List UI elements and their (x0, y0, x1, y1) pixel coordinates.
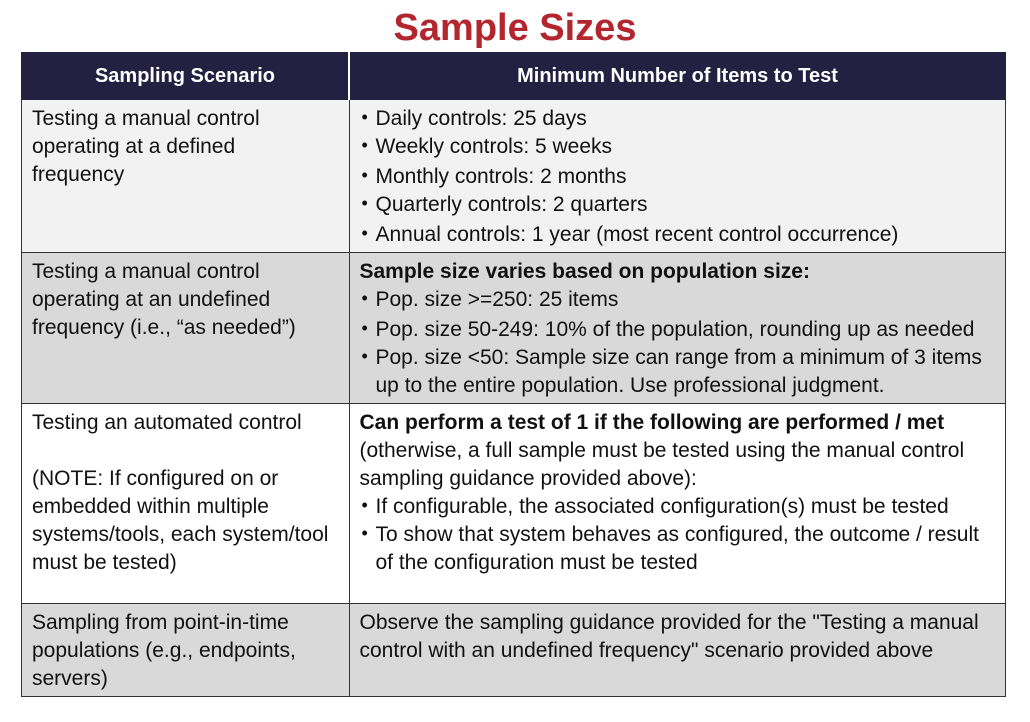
list-item: • Pop. size >=250: 25 items (360, 286, 996, 314)
scenario-note: (NOTE: If configured on or embedded within multiple systems/tools, each system/tool must be tested) (32, 467, 329, 574)
page-title: Sample Sizes (393, 7, 637, 49)
table-header-row (22, 53, 1006, 100)
minimum-cell (349, 100, 1006, 253)
table-row (22, 100, 1006, 253)
scenario-cell (22, 604, 350, 697)
scenario-cell (22, 404, 350, 604)
scenario-cell (22, 100, 350, 253)
table-row (22, 604, 1006, 697)
scenario-text: Testing a manual control operating at a defined frequency (32, 107, 260, 186)
guidance-text: Observe the sampling guidance provided for the "Testing a manual control with an undefined frequency" scenario provided above (359, 611, 979, 662)
lead-text: Sample size varies based on population size: (359, 260, 810, 283)
scenario-text: Testing an automated control (32, 411, 302, 434)
list-item: • Monthly controls: 2 months (360, 163, 996, 191)
list-item: • Annual controls: 1 year (most recent control occurrence) (360, 221, 996, 249)
header-minimum-items: Minimum Number of Items to Test (349, 53, 1006, 100)
list-item: • Pop. size 50-249: 10% of the population, rounding up as needed (360, 316, 996, 344)
lead-text: Can perform a test of 1 if the following are performed / met (359, 411, 945, 434)
sample-sizes-table (21, 52, 1006, 697)
list-item: • If configurable, the associated configuration(s) must be tested (360, 493, 996, 521)
list-item: • Daily controls: 25 days (360, 105, 996, 133)
list-item: • To show that system behaves as configured, the outcome / result of the configuration must be tested (360, 521, 996, 577)
table-row (22, 404, 1006, 604)
bullet-list (360, 493, 996, 577)
table-row (22, 253, 1006, 404)
list-item: • Weekly controls: 5 weeks (360, 133, 996, 161)
scenario-cell (22, 253, 350, 404)
minimum-cell (349, 253, 1006, 404)
bullet-list (360, 286, 996, 400)
header-sampling-scenario: Sampling Scenario (22, 53, 350, 100)
lead-note: (otherwise, a full sample must be tested using the manual control sampling guidance provided above): (359, 439, 965, 490)
minimum-cell (349, 404, 1006, 604)
bullet-list (360, 105, 996, 249)
list-item: • Pop. size <50: Sample size can range from a minimum of 3 items up to the entire population. Use professional judgment. (360, 344, 996, 400)
scenario-text: Sampling from point-in-time populations (e.g., endpoints, servers) (32, 611, 296, 690)
minimum-cell (349, 604, 1006, 697)
list-item: • Quarterly controls: 2 quarters (360, 191, 996, 219)
scenario-text: Testing a manual control operating at an undefined frequency (i.e., “as needed”) (32, 260, 296, 339)
